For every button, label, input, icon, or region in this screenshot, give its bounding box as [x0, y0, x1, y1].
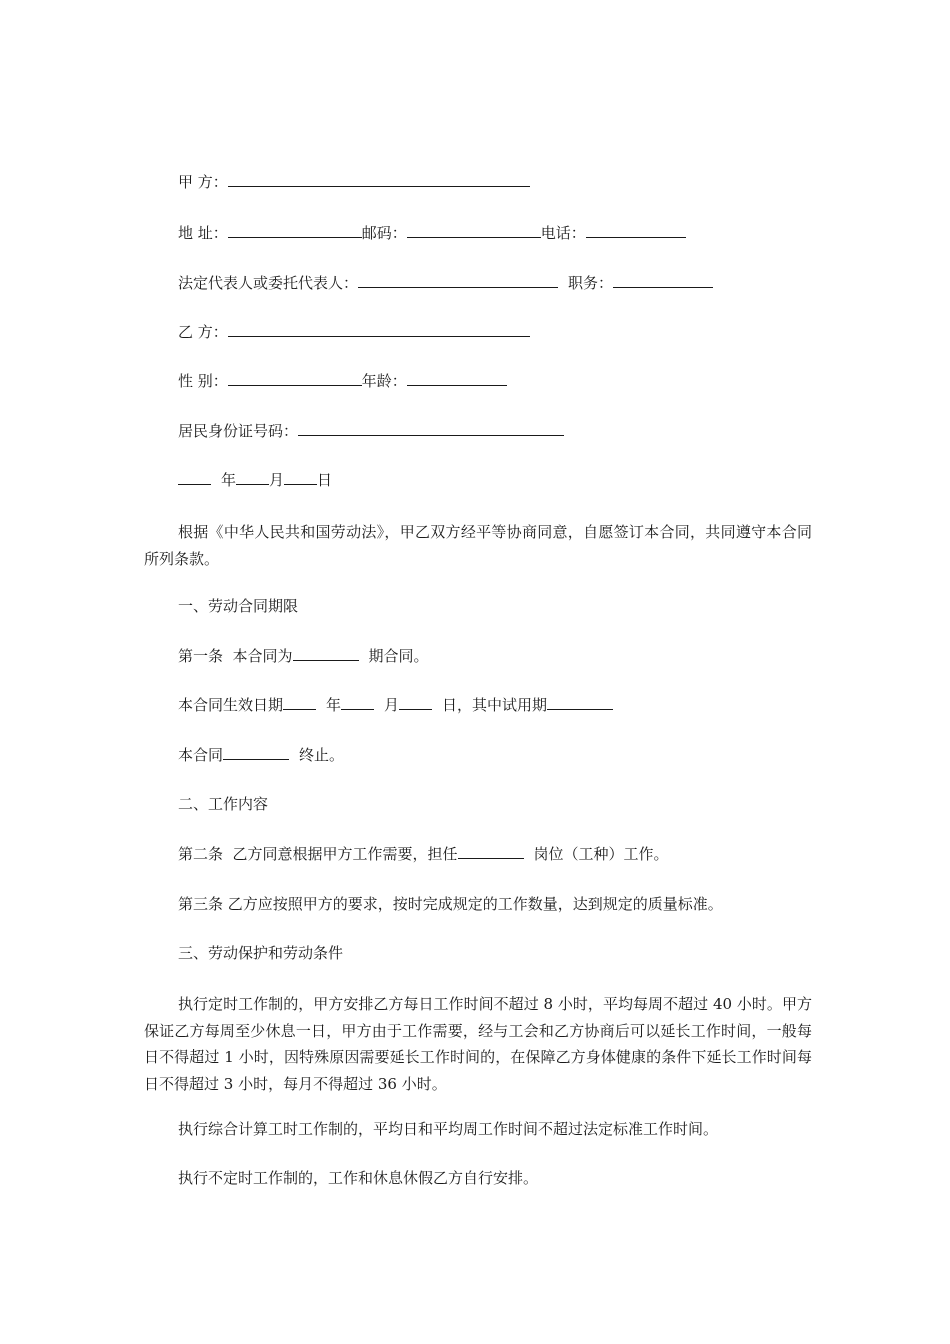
id-number-line: [178, 421, 564, 441]
section2-heading: 二、工作内容: [178, 795, 269, 813]
effective-month-field[interactable]: [341, 695, 374, 710]
section3-paragraph-1: 执行定时工作制的，甲方安排乙方每日工作时间不超过 8 小时，平均每周不超过 40 小时。甲方保证乙方每周至少休息一日，甲方由于工作需要，经与工会和乙方协商后可以延长工作时间，一般每日不得超过 1 小时，因特殊原因需要延长工作时间的，在保障乙方身体健康的条件下延长工作时间每日不得超过 3 小时，每月不得超过 36 小时。: [144, 995, 812, 1093]
article3-line: 第三条 乙方应按照甲方的要求，按时完成规定的工作数量，达到规定的质量标准。: [178, 895, 723, 913]
termination-field[interactable]: [223, 745, 289, 760]
section3-paragraph-3: 执行不定时工作制的，工作和休息休假乙方自行安排。: [178, 1169, 539, 1187]
section3-heading: 三、劳动保护和劳动条件: [178, 944, 344, 962]
position-label: 职务：: [568, 274, 614, 292]
representative-line: [178, 273, 713, 293]
date-line: [178, 470, 332, 490]
effective-day-label: 日，其中试用期: [442, 696, 548, 714]
id-number-field[interactable]: [298, 421, 564, 436]
position-field[interactable]: [613, 273, 713, 288]
address-field[interactable]: [228, 223, 362, 238]
article1-line: [178, 646, 429, 666]
gender-age-line: [178, 371, 507, 391]
date-day-label: 日: [317, 471, 333, 489]
date-month-field[interactable]: [236, 470, 269, 485]
date-day-field[interactable]: [284, 470, 317, 485]
termination-prefix: 本合同: [178, 746, 224, 764]
representative-label: 法定代表人或委托代表人：: [178, 274, 359, 292]
postcode-label: 邮码：: [361, 224, 407, 242]
job-position-field[interactable]: [458, 844, 524, 859]
phone-field[interactable]: [586, 223, 686, 238]
section3-paragraph-2: 执行综合计算工时工作制的，平均日和平均周工作时间不超过法定标准工作时间。: [178, 1120, 719, 1138]
age-label: 年龄：: [361, 372, 407, 390]
party-a-label: 甲 方：: [178, 173, 228, 191]
probation-field[interactable]: [547, 695, 613, 710]
party-a-field[interactable]: [228, 172, 530, 187]
id-number-label: 居民身份证号码：: [178, 422, 299, 440]
party-a-line: [178, 172, 530, 192]
address-label: 地 址：: [178, 224, 228, 242]
effective-month-label: 月: [384, 696, 400, 714]
date-month-label: 月: [269, 471, 285, 489]
article2-suffix: 岗位（工种）工作。: [533, 845, 669, 863]
party-b-label: 乙 方：: [178, 323, 228, 341]
contract-term-field[interactable]: [293, 646, 359, 661]
article2-prefix: 第二条 乙方同意根据甲方工作需要，担任: [178, 845, 458, 863]
article1-prefix: 第一条 本合同为: [178, 647, 293, 665]
article2-line: [178, 844, 669, 864]
date-year-label: 年: [221, 471, 237, 489]
age-field[interactable]: [407, 371, 507, 386]
effective-day-field[interactable]: [399, 695, 432, 710]
effective-date-line: [178, 695, 613, 715]
termination-suffix: 终止。: [299, 746, 345, 764]
party-b-line: [178, 322, 530, 342]
effective-year-field[interactable]: [283, 695, 316, 710]
effective-year-label: 年: [326, 696, 342, 714]
date-year-field[interactable]: [178, 470, 211, 485]
termination-line: [178, 745, 344, 765]
party-b-field[interactable]: [228, 322, 530, 337]
representative-field[interactable]: [358, 273, 558, 288]
gender-field[interactable]: [228, 371, 362, 386]
phone-label: 电话：: [540, 224, 586, 242]
article1-suffix: 期合同。: [368, 647, 429, 665]
postcode-field[interactable]: [407, 223, 541, 238]
section1-heading: 一、劳动合同期限: [178, 597, 299, 615]
address-line: [178, 223, 686, 243]
effective-prefix: 本合同生效日期: [178, 696, 284, 714]
gender-label: 性 别：: [178, 372, 228, 390]
preamble-paragraph: 根据《中华人民共和国劳动法》，甲乙双方经平等协商同意，自愿签订本合同，共同遵守本合同所列条款。: [144, 523, 812, 568]
